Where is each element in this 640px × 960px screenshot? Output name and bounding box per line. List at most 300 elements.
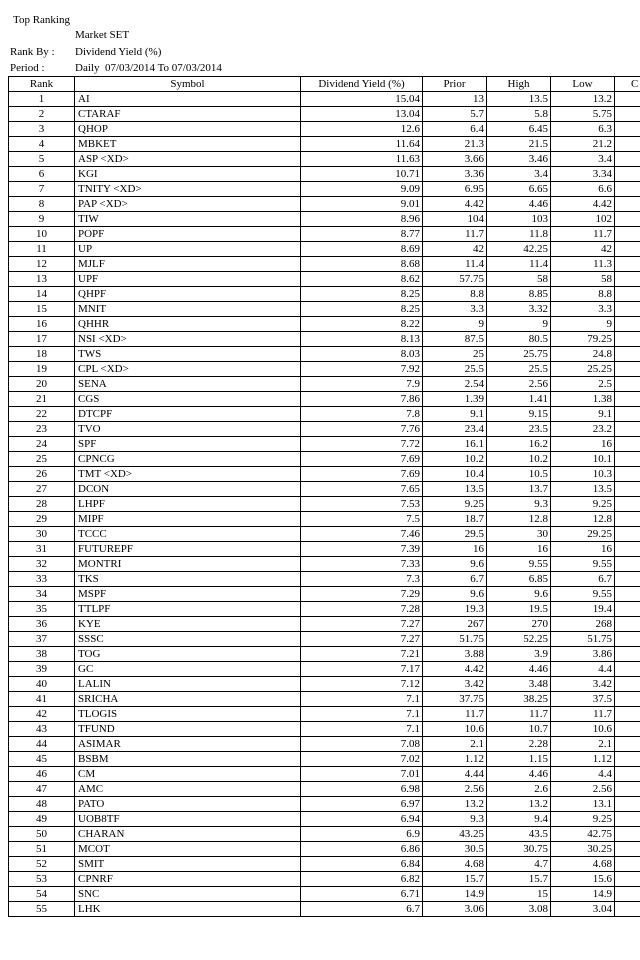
cell-close: [615, 527, 640, 542]
cell-rank: 15: [9, 302, 75, 317]
cell-prior: 1.39: [423, 392, 487, 407]
cell-prior: 1.12: [423, 752, 487, 767]
cell-symbol[interactable]: CGS: [75, 392, 301, 407]
cell-close: [615, 497, 640, 512]
cell-close: [615, 572, 640, 587]
cell-symbol[interactable]: TKS: [75, 572, 301, 587]
cell-close: [615, 557, 640, 572]
cell-high: 2.6: [487, 782, 551, 797]
cell-dividend-yield: 6.9: [301, 827, 423, 842]
table-row[interactable]: [9, 602, 640, 617]
cell-symbol[interactable]: UOB8TF: [75, 812, 301, 827]
column-header-prior[interactable]: Prior: [423, 77, 487, 92]
cell-dividend-yield: 7.46: [301, 527, 423, 542]
cell-symbol[interactable]: SMIT: [75, 857, 301, 872]
table-row[interactable]: [9, 752, 640, 767]
cell-symbol[interactable]: QHOP: [75, 122, 301, 137]
cell-close: [615, 797, 640, 812]
table-row[interactable]: [9, 212, 640, 227]
table-row[interactable]: [9, 302, 640, 317]
cell-close: [615, 422, 640, 437]
cell-low: 11.7: [551, 707, 615, 722]
cell-close: [615, 152, 640, 167]
table-row[interactable]: [9, 437, 640, 452]
cell-dividend-yield: 7.1: [301, 692, 423, 707]
cell-symbol[interactable]: MONTRI: [75, 557, 301, 572]
cell-close: [615, 272, 640, 287]
cell-rank: 47: [9, 782, 75, 797]
ranking-table: [8, 76, 640, 917]
table-row[interactable]: [9, 662, 640, 677]
cell-low: 9.55: [551, 557, 615, 572]
cell-close: [615, 167, 640, 182]
cell-close: [615, 812, 640, 827]
cell-low: 1.38: [551, 392, 615, 407]
cell-rank: 8: [9, 197, 75, 212]
cell-dividend-yield: 6.97: [301, 797, 423, 812]
table-row[interactable]: [9, 557, 640, 572]
cell-low: 19.4: [551, 602, 615, 617]
cell-symbol[interactable]: TTLPF: [75, 602, 301, 617]
cell-low: 25.25: [551, 362, 615, 377]
cell-rank: 19: [9, 362, 75, 377]
cell-low: 24.8: [551, 347, 615, 362]
table-row[interactable]: [9, 152, 640, 167]
cell-prior: 11.7: [423, 707, 487, 722]
cell-high: 103: [487, 212, 551, 227]
cell-low: 21.2: [551, 137, 615, 152]
cell-close: [615, 437, 640, 452]
cell-rank: 17: [9, 332, 75, 347]
cell-rank: 6: [9, 167, 75, 182]
cell-symbol[interactable]: MBKET: [75, 137, 301, 152]
cell-low: 16: [551, 542, 615, 557]
column-header-close[interactable]: C: [615, 77, 640, 92]
cell-high: 6.45: [487, 122, 551, 137]
cell-low: 10.6: [551, 722, 615, 737]
cell-close: [615, 302, 640, 317]
cell-rank: 16: [9, 317, 75, 332]
cell-prior: 9: [423, 317, 487, 332]
cell-close: [615, 242, 640, 257]
table-row[interactable]: [9, 242, 640, 257]
cell-close: [615, 692, 640, 707]
table-row[interactable]: [9, 137, 640, 152]
cell-close: [615, 392, 640, 407]
cell-symbol[interactable]: PATO: [75, 797, 301, 812]
cell-rank: 12: [9, 257, 75, 272]
column-header-high[interactable]: High: [487, 77, 551, 92]
table-row[interactable]: [9, 872, 640, 887]
cell-low: 2.1: [551, 737, 615, 752]
cell-high: 16.2: [487, 437, 551, 452]
cell-prior: 10.6: [423, 722, 487, 737]
cell-high: 8.85: [487, 287, 551, 302]
cell-dividend-yield: 7.39: [301, 542, 423, 557]
cell-dividend-yield: 7.02: [301, 752, 423, 767]
cell-high: 43.5: [487, 827, 551, 842]
cell-symbol[interactable]: SRICHA: [75, 692, 301, 707]
cell-high: 15: [487, 887, 551, 902]
cell-high: 3.4: [487, 167, 551, 182]
cell-rank: 48: [9, 797, 75, 812]
cell-low: 14.9: [551, 887, 615, 902]
cell-prior: 15.7: [423, 872, 487, 887]
cell-symbol[interactable]: CM: [75, 767, 301, 782]
cell-low: 12.8: [551, 512, 615, 527]
table-row[interactable]: [9, 527, 640, 542]
cell-high: 12.8: [487, 512, 551, 527]
table-row[interactable]: [9, 512, 640, 527]
cell-high: 4.46: [487, 767, 551, 782]
cell-high: 52.25: [487, 632, 551, 647]
cell-symbol[interactable]: SSSC: [75, 632, 301, 647]
cell-low: 3.3: [551, 302, 615, 317]
column-header-dividend-yield[interactable]: Dividend Yield (%): [301, 77, 423, 92]
cell-rank: 1: [9, 92, 75, 107]
cell-close: [615, 677, 640, 692]
cell-close: [615, 182, 640, 197]
cell-low: 4.42: [551, 197, 615, 212]
cell-low: 30.25: [551, 842, 615, 857]
cell-symbol[interactable]: CPNRF: [75, 872, 301, 887]
table-row[interactable]: [9, 857, 640, 872]
cell-symbol[interactable]: UP: [75, 242, 301, 257]
cell-close: [615, 722, 640, 737]
cell-low: 268: [551, 617, 615, 632]
cell-high: 30.75: [487, 842, 551, 857]
cell-prior: 9.6: [423, 587, 487, 602]
cell-low: 3.4: [551, 152, 615, 167]
cell-symbol[interactable]: AI: [75, 92, 301, 107]
cell-symbol[interactable]: NSI <XD>: [75, 332, 301, 347]
table-row[interactable]: [9, 287, 640, 302]
cell-symbol[interactable]: BSBM: [75, 752, 301, 767]
cell-symbol[interactable]: MJLF: [75, 257, 301, 272]
cell-prior: 37.75: [423, 692, 487, 707]
cell-low: 9.25: [551, 497, 615, 512]
cell-symbol[interactable]: TNITY <XD>: [75, 182, 301, 197]
cell-symbol[interactable]: ASP <XD>: [75, 152, 301, 167]
table-row[interactable]: [9, 542, 640, 557]
cell-rank: 30: [9, 527, 75, 542]
cell-symbol[interactable]: TIW: [75, 212, 301, 227]
table-row[interactable]: [9, 707, 640, 722]
table-row[interactable]: [9, 392, 640, 407]
cell-low: 42.75: [551, 827, 615, 842]
cell-dividend-yield: 8.69: [301, 242, 423, 257]
table-row[interactable]: [9, 362, 640, 377]
cell-high: 38.25: [487, 692, 551, 707]
table-row[interactable]: [9, 617, 640, 632]
cell-prior: 4.68: [423, 857, 487, 872]
cell-dividend-yield: 6.94: [301, 812, 423, 827]
table-row[interactable]: [9, 257, 640, 272]
cell-high: 25.75: [487, 347, 551, 362]
cell-close: [615, 857, 640, 872]
cell-low: 23.2: [551, 422, 615, 437]
cell-symbol[interactable]: KYE: [75, 617, 301, 632]
table-row[interactable]: [9, 422, 640, 437]
cell-symbol[interactable]: TFUND: [75, 722, 301, 737]
table-row[interactable]: [9, 167, 640, 182]
column-header-low[interactable]: Low: [551, 77, 615, 92]
cell-rank: 24: [9, 437, 75, 452]
cell-symbol[interactable]: SENA: [75, 377, 301, 392]
report-title: Top Ranking: [13, 14, 70, 26]
table-row[interactable]: [9, 827, 640, 842]
cell-prior: 18.7: [423, 512, 487, 527]
cell-high: 11.4: [487, 257, 551, 272]
cell-high: 9.15: [487, 407, 551, 422]
cell-low: 13.2: [551, 92, 615, 107]
cell-symbol[interactable]: MNIT: [75, 302, 301, 317]
cell-rank: 2: [9, 107, 75, 122]
cell-low: 11.3: [551, 257, 615, 272]
cell-symbol[interactable]: SNC: [75, 887, 301, 902]
cell-symbol[interactable]: CTARAF: [75, 107, 301, 122]
cell-dividend-yield: 7.65: [301, 482, 423, 497]
table-row[interactable]: [9, 332, 640, 347]
cell-close: [615, 602, 640, 617]
cell-rank: 32: [9, 557, 75, 572]
cell-rank: 26: [9, 467, 75, 482]
table-row[interactable]: [9, 812, 640, 827]
cell-symbol[interactable]: LALIN: [75, 677, 301, 692]
cell-close: [615, 257, 640, 272]
cell-low: 11.7: [551, 227, 615, 242]
cell-high: 3.46: [487, 152, 551, 167]
cell-symbol[interactable]: TMT <XD>: [75, 467, 301, 482]
cell-dividend-yield: 6.98: [301, 782, 423, 797]
cell-high: 3.48: [487, 677, 551, 692]
cell-symbol[interactable]: DTCPF: [75, 407, 301, 422]
cell-symbol[interactable]: QHHR: [75, 317, 301, 332]
cell-low: 15.6: [551, 872, 615, 887]
table-row[interactable]: [9, 377, 640, 392]
cell-dividend-yield: 7.92: [301, 362, 423, 377]
cell-symbol[interactable]: CHARAN: [75, 827, 301, 842]
cell-prior: 11.7: [423, 227, 487, 242]
table-row[interactable]: [9, 572, 640, 587]
cell-symbol[interactable]: TOG: [75, 647, 301, 662]
table-row[interactable]: [9, 842, 640, 857]
cell-high: 80.5: [487, 332, 551, 347]
table-row[interactable]: [9, 467, 640, 482]
cell-close: [615, 782, 640, 797]
cell-close: [615, 407, 640, 422]
cell-symbol[interactable]: POPF: [75, 227, 301, 242]
cell-dividend-yield: 10.71: [301, 167, 423, 182]
column-header-symbol[interactable]: Symbol: [75, 77, 301, 92]
cell-rank: 21: [9, 392, 75, 407]
cell-dividend-yield: 7.28: [301, 602, 423, 617]
table-row[interactable]: [9, 677, 640, 692]
cell-close: [615, 512, 640, 527]
table-row[interactable]: [9, 92, 640, 107]
cell-rank: 20: [9, 377, 75, 392]
table-row[interactable]: [9, 107, 640, 122]
table-row[interactable]: [9, 497, 640, 512]
market-value: Market SET: [75, 29, 130, 41]
table-row[interactable]: [9, 767, 640, 782]
table-row[interactable]: [9, 452, 640, 467]
cell-rank: 50: [9, 827, 75, 842]
ranking-table-container: [8, 76, 640, 917]
cell-high: 9.6: [487, 587, 551, 602]
cell-close: [615, 482, 640, 497]
cell-symbol[interactable]: TLOGIS: [75, 707, 301, 722]
cell-prior: 9.25: [423, 497, 487, 512]
cell-low: 37.5: [551, 692, 615, 707]
table-row[interactable]: [9, 347, 640, 362]
cell-low: 8.8: [551, 287, 615, 302]
cell-symbol[interactable]: MCOT: [75, 842, 301, 857]
table-row[interactable]: [9, 737, 640, 752]
cell-low: 4.68: [551, 857, 615, 872]
cell-low: 2.5: [551, 377, 615, 392]
cell-high: 4.46: [487, 197, 551, 212]
cell-high: 13.2: [487, 797, 551, 812]
table-row[interactable]: [9, 782, 640, 797]
cell-symbol[interactable]: KGI: [75, 167, 301, 182]
cell-dividend-yield: 6.82: [301, 872, 423, 887]
cell-low: 58: [551, 272, 615, 287]
cell-high: 23.5: [487, 422, 551, 437]
cell-dividend-yield: 7.08: [301, 737, 423, 752]
cell-symbol[interactable]: DCON: [75, 482, 301, 497]
table-row[interactable]: [9, 482, 640, 497]
table-row[interactable]: [9, 722, 640, 737]
cell-low: 29.25: [551, 527, 615, 542]
cell-low: 3.42: [551, 677, 615, 692]
cell-symbol[interactable]: FUTUREPF: [75, 542, 301, 557]
cell-rank: 27: [9, 482, 75, 497]
cell-dividend-yield: 6.84: [301, 857, 423, 872]
cell-dividend-yield: 7.9: [301, 377, 423, 392]
cell-dividend-yield: 7.12: [301, 677, 423, 692]
cell-close: [615, 467, 640, 482]
cell-dividend-yield: 7.53: [301, 497, 423, 512]
cell-low: 6.3: [551, 122, 615, 137]
cell-symbol[interactable]: UPF: [75, 272, 301, 287]
cell-close: [615, 827, 640, 842]
cell-close: [615, 362, 640, 377]
cell-close: [615, 587, 640, 602]
cell-prior: 2.54: [423, 377, 487, 392]
cell-rank: 49: [9, 812, 75, 827]
table-row[interactable]: [9, 407, 640, 422]
cell-close: [615, 347, 640, 362]
table-row[interactable]: [9, 182, 640, 197]
cell-rank: 10: [9, 227, 75, 242]
table-row[interactable]: [9, 632, 640, 647]
cell-symbol[interactable]: TCCC: [75, 527, 301, 542]
cell-prior: 3.88: [423, 647, 487, 662]
cell-symbol[interactable]: CPL <XD>: [75, 362, 301, 377]
cell-high: 11.7: [487, 707, 551, 722]
cell-prior: 21.3: [423, 137, 487, 152]
cell-prior: 3.36: [423, 167, 487, 182]
cell-dividend-yield: 7.86: [301, 392, 423, 407]
cell-low: 10.1: [551, 452, 615, 467]
cell-symbol[interactable]: ASIMAR: [75, 737, 301, 752]
cell-low: 3.34: [551, 167, 615, 182]
cell-symbol[interactable]: TVO: [75, 422, 301, 437]
cell-dividend-yield: 7.29: [301, 587, 423, 602]
table-row[interactable]: [9, 227, 640, 242]
cell-low: 4.4: [551, 662, 615, 677]
table-row[interactable]: [9, 647, 640, 662]
cell-symbol[interactable]: MSPF: [75, 587, 301, 602]
table-row[interactable]: [9, 272, 640, 287]
cell-low: 9.55: [551, 587, 615, 602]
cell-rank: 13: [9, 272, 75, 287]
cell-low: 9.1: [551, 407, 615, 422]
cell-close: [615, 122, 640, 137]
cell-low: 6.6: [551, 182, 615, 197]
cell-symbol[interactable]: LHK: [75, 902, 301, 917]
period-label: Period :: [10, 62, 45, 74]
cell-close: [615, 707, 640, 722]
cell-low: 51.75: [551, 632, 615, 647]
cell-close: [615, 137, 640, 152]
cell-high: 21.5: [487, 137, 551, 152]
cell-symbol[interactable]: QHPF: [75, 287, 301, 302]
table-row[interactable]: [9, 122, 640, 137]
cell-rank: 33: [9, 572, 75, 587]
table-row[interactable]: [9, 887, 640, 902]
cell-prior: 42: [423, 242, 487, 257]
cell-rank: 7: [9, 182, 75, 197]
table-row[interactable]: [9, 797, 640, 812]
cell-symbol[interactable]: GC: [75, 662, 301, 677]
cell-symbol[interactable]: SPF: [75, 437, 301, 452]
table-row[interactable]: [9, 902, 640, 917]
cell-low: 13.1: [551, 797, 615, 812]
cell-symbol[interactable]: PAP <XD>: [75, 197, 301, 212]
cell-high: 10.7: [487, 722, 551, 737]
cell-low: 9: [551, 317, 615, 332]
cell-dividend-yield: 8.96: [301, 212, 423, 227]
cell-rank: 43: [9, 722, 75, 737]
cell-prior: 10.4: [423, 467, 487, 482]
cell-dividend-yield: 8.25: [301, 287, 423, 302]
cell-high: 15.7: [487, 872, 551, 887]
cell-symbol[interactable]: AMC: [75, 782, 301, 797]
cell-dividend-yield: 8.03: [301, 347, 423, 362]
table-row[interactable]: [9, 692, 640, 707]
cell-close: [615, 887, 640, 902]
cell-symbol[interactable]: LHPF: [75, 497, 301, 512]
table-row[interactable]: [9, 197, 640, 212]
cell-high: 30: [487, 527, 551, 542]
cell-symbol[interactable]: TWS: [75, 347, 301, 362]
cell-prior: 87.5: [423, 332, 487, 347]
cell-dividend-yield: 6.7: [301, 902, 423, 917]
table-row[interactable]: [9, 587, 640, 602]
cell-high: 4.46: [487, 662, 551, 677]
cell-symbol[interactable]: CPNCG: [75, 452, 301, 467]
cell-rank: 5: [9, 152, 75, 167]
cell-symbol[interactable]: MIPF: [75, 512, 301, 527]
cell-high: 11.8: [487, 227, 551, 242]
cell-dividend-yield: 7.01: [301, 767, 423, 782]
column-header-rank[interactable]: Rank: [9, 77, 75, 92]
table-row[interactable]: [9, 317, 640, 332]
cell-low: 2.56: [551, 782, 615, 797]
cell-low: 16: [551, 437, 615, 452]
